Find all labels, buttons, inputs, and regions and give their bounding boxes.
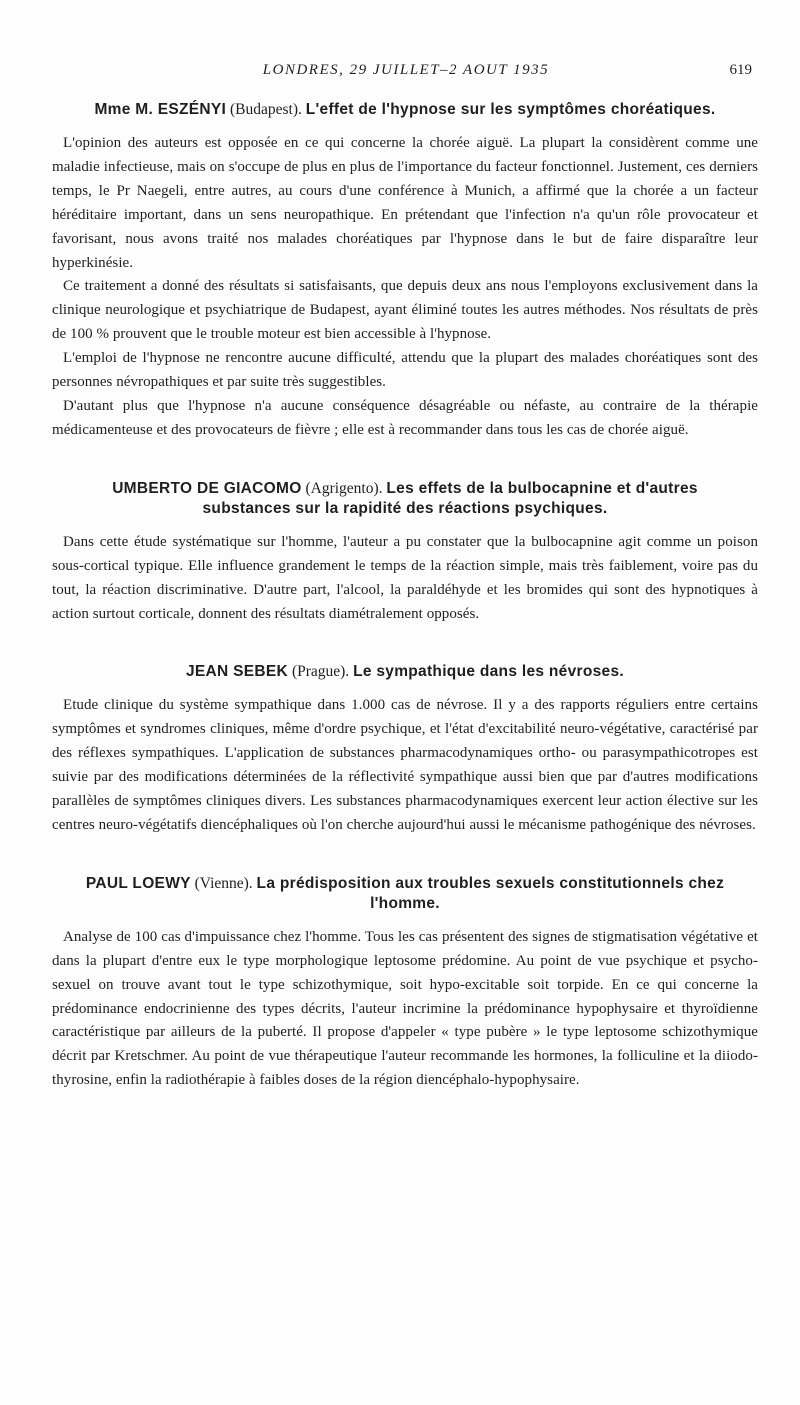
document-body xyxy=(52,100,758,1093)
author-name: Mme M. ESZÉNYI xyxy=(94,101,227,118)
author-affiliation: (Vienne). xyxy=(194,874,253,892)
abstract-paragraph: L'emploi de l'hypnose ne rencontre aucune difficulté, attendu que la plupart des malades choréatiques sont des personnes névropathiques et par suite très suggestibles. xyxy=(52,350,758,391)
abstract-paragraph: L'opinion des auteurs est opposée en ce qui concerne la chorée aiguë. La plupart la considèrent comme une maladie infectieuse, mais on s'occupe de plus en plus de l'importance du facteur fonctionnel. Justement, ces derniers temps, le Pr Naegeli, entre autres, au cours d'une conférence à Munich, a affirmé que la chorée a un facteur héréditaire important, dans un sens neuropathique. En prétendant que l'infection n'a qu'un rôle provocateur et favorisant, nous avons traité nos malades choréatiques par l'hypnose dans le but de faire disparaître leur hyperkinésie. xyxy=(52,135,758,271)
abstract-title: Les effets de la bulbocapnine et d'autres substances sur la rapidité des réactions psychiques. xyxy=(202,479,698,517)
author-affiliation: (Prague). xyxy=(291,663,350,681)
abstract-entry xyxy=(52,662,758,837)
abstract-entry xyxy=(52,100,758,443)
running-head xyxy=(52,62,760,84)
abstract-title: L'effet de l'hypnose sur les symptômes choréatiques. xyxy=(305,101,716,118)
author-name: PAUL LOEWY xyxy=(85,874,191,892)
abstract-paragraph: Dans cette étude systématique sur l'homme, l'auteur a pu constater que la bulbocapnine agit comme un poison sous-cortical typique. Elle influence grandement le temps de la réaction simple, mais très faiblement, voire pas du tout, la réaction discriminative. D'autre part, l'alcool, la paraldéhyde et les bromides qui sont des hypnotiques à action surtout corticale, donnent des résultats diamétralement opposés. xyxy=(52,533,758,622)
abstract-heading xyxy=(66,874,744,914)
author-name: UMBERTO DE GIACOMO xyxy=(112,479,302,497)
abstract-paragraph: Ce traitement a donné des résultats si satisfaisants, que depuis deux ans nous l'employons exclusivement dans la clinique neurologique et psychiatrique de Budapest, ayant éliminé toutes les autres méthodes. Nos résultats de près de 100 % prouvent que le trouble moteur est bien accessible à l'hypnose. xyxy=(52,278,758,343)
abstract-paragraph: Etude clinique du système sympathique dans 1.000 cas de névrose. Il y a des rapports réguliers entre certains symptômes et syndromes cliniques, même d'ordre psychique, et l'état d'excitabilité neuro-végétative, caractérisé par des réflexes sympathiques. L'application de substances pharmacodynamiques ortho- ou parasympathicotropes est suivie par des modifications déterminées de la réflectivité sympathique aussi bien que par d'autres modifications parallèles de symptômes cliniques divers. Les substances pharmacodynamiques exercent leur action élective sur les centres neuro-végétatifs diencéphaliques où l'on cherche aujourd'hui aussi le mécanisme pathogénique des névroses. xyxy=(52,697,758,833)
abstract-entry xyxy=(52,874,758,1093)
abstract-title: Le sympathique dans les névroses. xyxy=(353,663,624,681)
abstract-paragraph: Analyse de 100 cas d'impuissance chez l'homme. Tous les cas présentent des signes de stigmatisation végétative et dans la plupart d'entre eux le type morphologique leptosome prédomine. Au point de vue psychique et psycho-sexuel on trouve avant tout le type schizothymique, soit hypo-excitable soit torpide. En ce qui concerne la prédominance endocrinienne des types décrits, l'auteur incrimine la prédominance hypophysaire et thyroïdienne caractéristique par ailleurs de la puberté. Il propose d'appeler « type pubère » le type leptosome schizothymique décrit par Kretschmer. Au point de vue thérapeutique l'auteur recommande les hormones, la folliculine et la diiodo-thyrosine, enfin la radiothérapie à faibles doses de la région diencéphalo-hypophysaire. xyxy=(52,928,758,1089)
abstract-paragraph: D'autant plus que l'hypnose n'a aucune conséquence désagréable ou néfaste, au contraire de la thérapie médicamenteuse et des provocateurs de fièvre ; elle est à recommander dans tous les cas de chorée aiguë. xyxy=(52,397,758,438)
author-affiliation: (Budapest). xyxy=(230,101,302,118)
author-name: JEAN SEBEK xyxy=(186,663,289,681)
abstract-entry xyxy=(52,479,758,627)
running-head-title: LONDRES, 29 JUILLET–2 AOUT 1935 xyxy=(262,62,550,78)
abstract-heading xyxy=(66,662,744,682)
abstract-heading xyxy=(66,100,744,120)
page-number: 619 xyxy=(729,62,752,78)
abstract-heading xyxy=(66,479,744,519)
abstract-title: La prédisposition aux troubles sexuels constitutionnels chez l'homme. xyxy=(256,874,725,912)
author-affiliation: (Agrigento). xyxy=(305,479,383,497)
